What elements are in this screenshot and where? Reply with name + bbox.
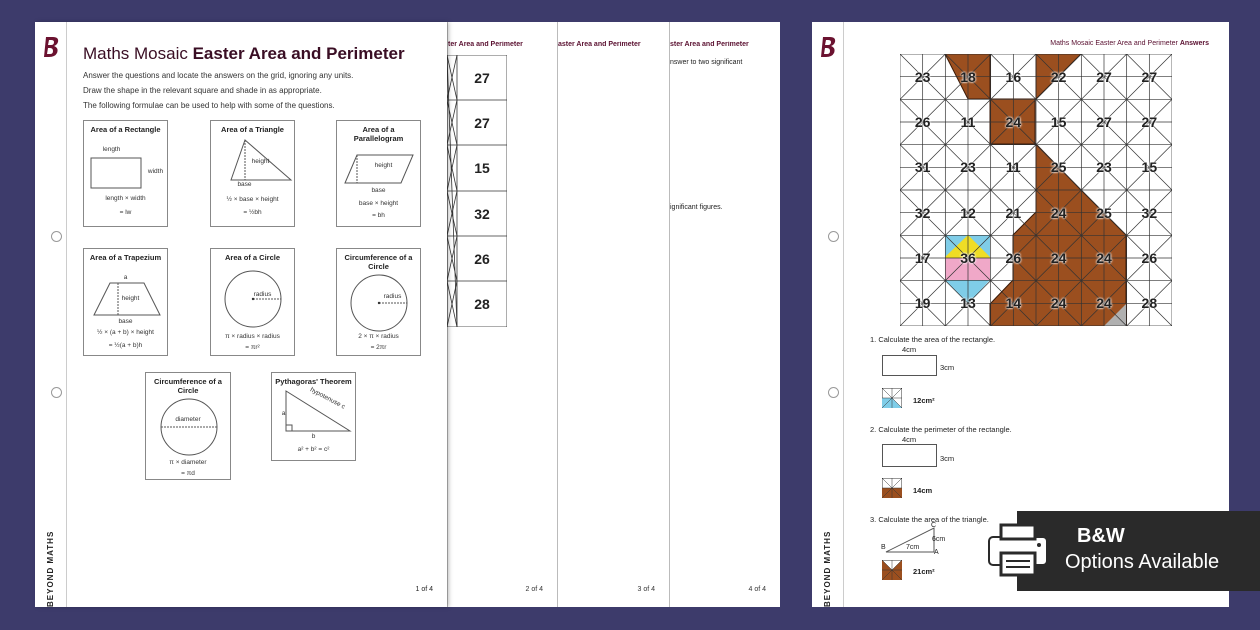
formula-label: a (123, 274, 128, 281)
formula-title: Area of a Trapezium (89, 253, 162, 262)
question-text: ignificant figures. (670, 204, 723, 211)
formula-label: b (311, 433, 316, 440)
instruction-line: The following formulae can be used to help with some of the questions. (83, 101, 335, 110)
circle-diagram (344, 271, 414, 335)
question-1-text: 1. Calculate the area of the rectangle. (870, 335, 996, 344)
formula-label: a (281, 410, 286, 417)
answer-tile-icon (882, 388, 902, 408)
rectangle-diagram (882, 444, 937, 467)
dimension-label: 3cm (940, 363, 955, 372)
formula-title: Circumference of a Circle (344, 253, 413, 271)
formula-expression: ½ × base × height (226, 196, 279, 203)
formula-label: radius (253, 291, 272, 298)
grid-cell-value: 15 (474, 160, 490, 176)
formula-card-trapezium (83, 248, 168, 356)
mosaic-cell: 11 (1005, 159, 1021, 176)
mosaic-cell: 21 (1005, 204, 1022, 221)
formula-expression: = bh (372, 212, 385, 219)
instruction-line: Draw the shape in the relevant square and shade in as appropriate. (83, 86, 322, 95)
mosaic-cell: 26 (914, 113, 931, 130)
dimension-label: 6cm (932, 536, 946, 543)
formula-expression: = 2πr (370, 344, 387, 351)
brand-label: BEYOND MATHS (46, 530, 55, 607)
mosaic-cell: 24 (1050, 295, 1067, 312)
dimension-label: 4cm (902, 345, 917, 354)
formula-card-triangle (210, 120, 295, 227)
mosaic-cell: 24 (1050, 204, 1067, 221)
formula-title: Pythagoras' Theorem (275, 377, 352, 386)
page-number: 3 of 4 (637, 586, 655, 593)
formula-expression: ½ × (a + b) × height (97, 329, 154, 336)
formula-title: Area of a Parallelogram (353, 125, 404, 143)
formula-expression: = πd (181, 470, 195, 477)
beyond-logo-icon (820, 36, 838, 58)
question-text: nswer to two significant (670, 59, 743, 66)
answer-value: 14cm (913, 486, 933, 495)
mosaic-cell: 23 (960, 159, 976, 176)
binder-hole (51, 387, 62, 398)
formula-card-pythagoras (271, 372, 356, 461)
formula-label: base (371, 187, 386, 194)
mosaic-cell: 28 (1141, 295, 1158, 312)
mosaic-cell: 15 (1141, 159, 1158, 176)
formula-label: hypotenuse c (308, 386, 347, 411)
instruction-line: Answer the questions and locate the answers on the grid, ignoring any units. (83, 71, 354, 80)
formula-label: height (251, 158, 270, 165)
mosaic-cell: 27 (1096, 113, 1112, 130)
mosaic-cell: 25 (1096, 204, 1112, 221)
mosaic-cell: 24 (1096, 249, 1112, 266)
formula-label: height (121, 295, 140, 302)
binder-hole (828, 387, 839, 398)
mosaic-cell: 23 (1096, 159, 1112, 176)
vertex-label: C (931, 522, 937, 529)
mosaic-cell: 23 (914, 68, 931, 85)
mosaic-cell: 14 (1005, 295, 1022, 312)
formula-card-circumference-diameter (145, 372, 231, 480)
grid-cell-value: 27 (474, 69, 490, 86)
mosaic-cell: 22 (1050, 68, 1067, 85)
circle-diagram (154, 395, 224, 459)
grid-cell-value: 32 (474, 205, 490, 222)
mosaic-cell: 24 (1096, 295, 1112, 312)
mosaic-cell: 26 (1005, 249, 1022, 266)
mosaic-cell: 12 (960, 204, 976, 221)
binder-hole (828, 231, 839, 242)
mosaic-cell: 17 (914, 249, 931, 266)
page-margin-strip (35, 22, 67, 607)
worksheet-page-3 (557, 22, 669, 607)
mosaic-cell: 26 (1141, 249, 1158, 266)
formula-label: width (147, 168, 164, 175)
answer-tile-icon (882, 478, 902, 498)
mosaic-cell: 27 (1096, 68, 1112, 85)
page-number: 4 of 4 (748, 586, 766, 593)
rectangle-diagram (882, 355, 937, 376)
page-header: ter Area and Perimeter (448, 41, 523, 48)
mosaic-cell: 36 (960, 249, 976, 266)
answer-value: 12cm² (913, 396, 935, 405)
formula-expression: = ½bh (243, 209, 262, 216)
page-margin-strip (812, 22, 844, 607)
page-title: Maths Mosaic Easter Area and Perimeter (83, 44, 405, 63)
mosaic-cell: 18 (960, 68, 976, 85)
page-number: 2 of 4 (525, 586, 543, 593)
mosaic-cell: 31 (914, 159, 931, 176)
question-3-text: 3. Calculate the area of the triangle. (870, 515, 989, 524)
page-header: aster Area and Perimeter (558, 41, 641, 48)
formula-card-circle-area (210, 248, 295, 356)
formula-title: Circumference of a Circle (154, 377, 222, 395)
beyond-logo-icon (43, 36, 61, 58)
mosaic-cell: 16 (1005, 68, 1022, 85)
answer-value: 21cm² (913, 567, 935, 576)
vertex-label: B (881, 544, 886, 551)
formula-expression: 2 × π × radius (358, 333, 399, 340)
dimension-label: 7cm (906, 544, 920, 551)
formula-label: diameter (175, 416, 201, 423)
mosaic-cell: 15 (1050, 113, 1067, 130)
printer-icon (987, 523, 1049, 579)
formula-card-parallelogram (336, 120, 421, 227)
formula-label: height (374, 162, 393, 169)
formula-expression: = ½(a + b)h (108, 342, 143, 349)
formula-label: base (237, 181, 252, 188)
mosaic-cell: 13 (960, 295, 976, 312)
mosaic-cell: 19 (914, 295, 931, 312)
formula-expression: π × radius × radius (225, 333, 280, 340)
grid-cell-value: 27 (474, 114, 490, 131)
formula-expression: π × diameter (169, 459, 207, 466)
page-header: ster Area and Perimeter (670, 41, 749, 48)
dimension-label: 4cm (902, 435, 917, 444)
formula-label: base (118, 318, 133, 325)
brand-label: BEYOND MATHS (823, 530, 832, 607)
formula-title: Area of a Triangle (221, 125, 284, 134)
mosaic-cell: 27 (1141, 113, 1158, 130)
formula-title: Area of a Rectangle (90, 125, 161, 134)
mosaic-cell: 32 (1141, 204, 1158, 221)
formula-expression: = πr² (245, 344, 260, 351)
formula-expression: = lw (119, 209, 132, 216)
answers-header: Maths Mosaic Easter Area and Perimeter Answers (1050, 40, 1209, 47)
worksheet-page-4 (669, 22, 780, 607)
formula-expression: base × height (358, 200, 399, 207)
bw-options-badge (1017, 511, 1260, 591)
badge-subtitle: Options Available (1065, 551, 1220, 573)
formula-card-rectangle (83, 120, 168, 227)
formula-card-circumference-radius (336, 248, 421, 356)
badge-title: B&W (1077, 525, 1125, 547)
formula-expression: a² + b² = c² (297, 446, 330, 453)
mosaic-cell: 27 (1141, 68, 1158, 85)
grid-cell-value: 28 (474, 296, 490, 312)
formula-expression: length × width (105, 195, 146, 202)
mosaic-cell: 11 (960, 113, 976, 130)
vertex-label: A (934, 549, 939, 556)
binder-hole (51, 231, 62, 242)
mosaic-cell: 25 (1050, 159, 1067, 176)
question-2-text: 2. Calculate the perimeter of the rectangle. (870, 425, 1012, 434)
worksheet-page-1 (35, 22, 447, 607)
mosaic-cell: 24 (1005, 113, 1022, 130)
formula-title: Area of a Circle (224, 253, 281, 262)
mosaic-cell: 32 (914, 204, 931, 221)
answer-tile-icon (882, 560, 902, 580)
formula-label: radius (383, 293, 402, 300)
mosaic-cell: 24 (1050, 249, 1067, 266)
grid-cell-value: 26 (474, 250, 490, 267)
formula-label: length (102, 146, 121, 153)
page-number: 1 of 4 (415, 586, 433, 593)
dimension-label: 3cm (940, 454, 955, 463)
